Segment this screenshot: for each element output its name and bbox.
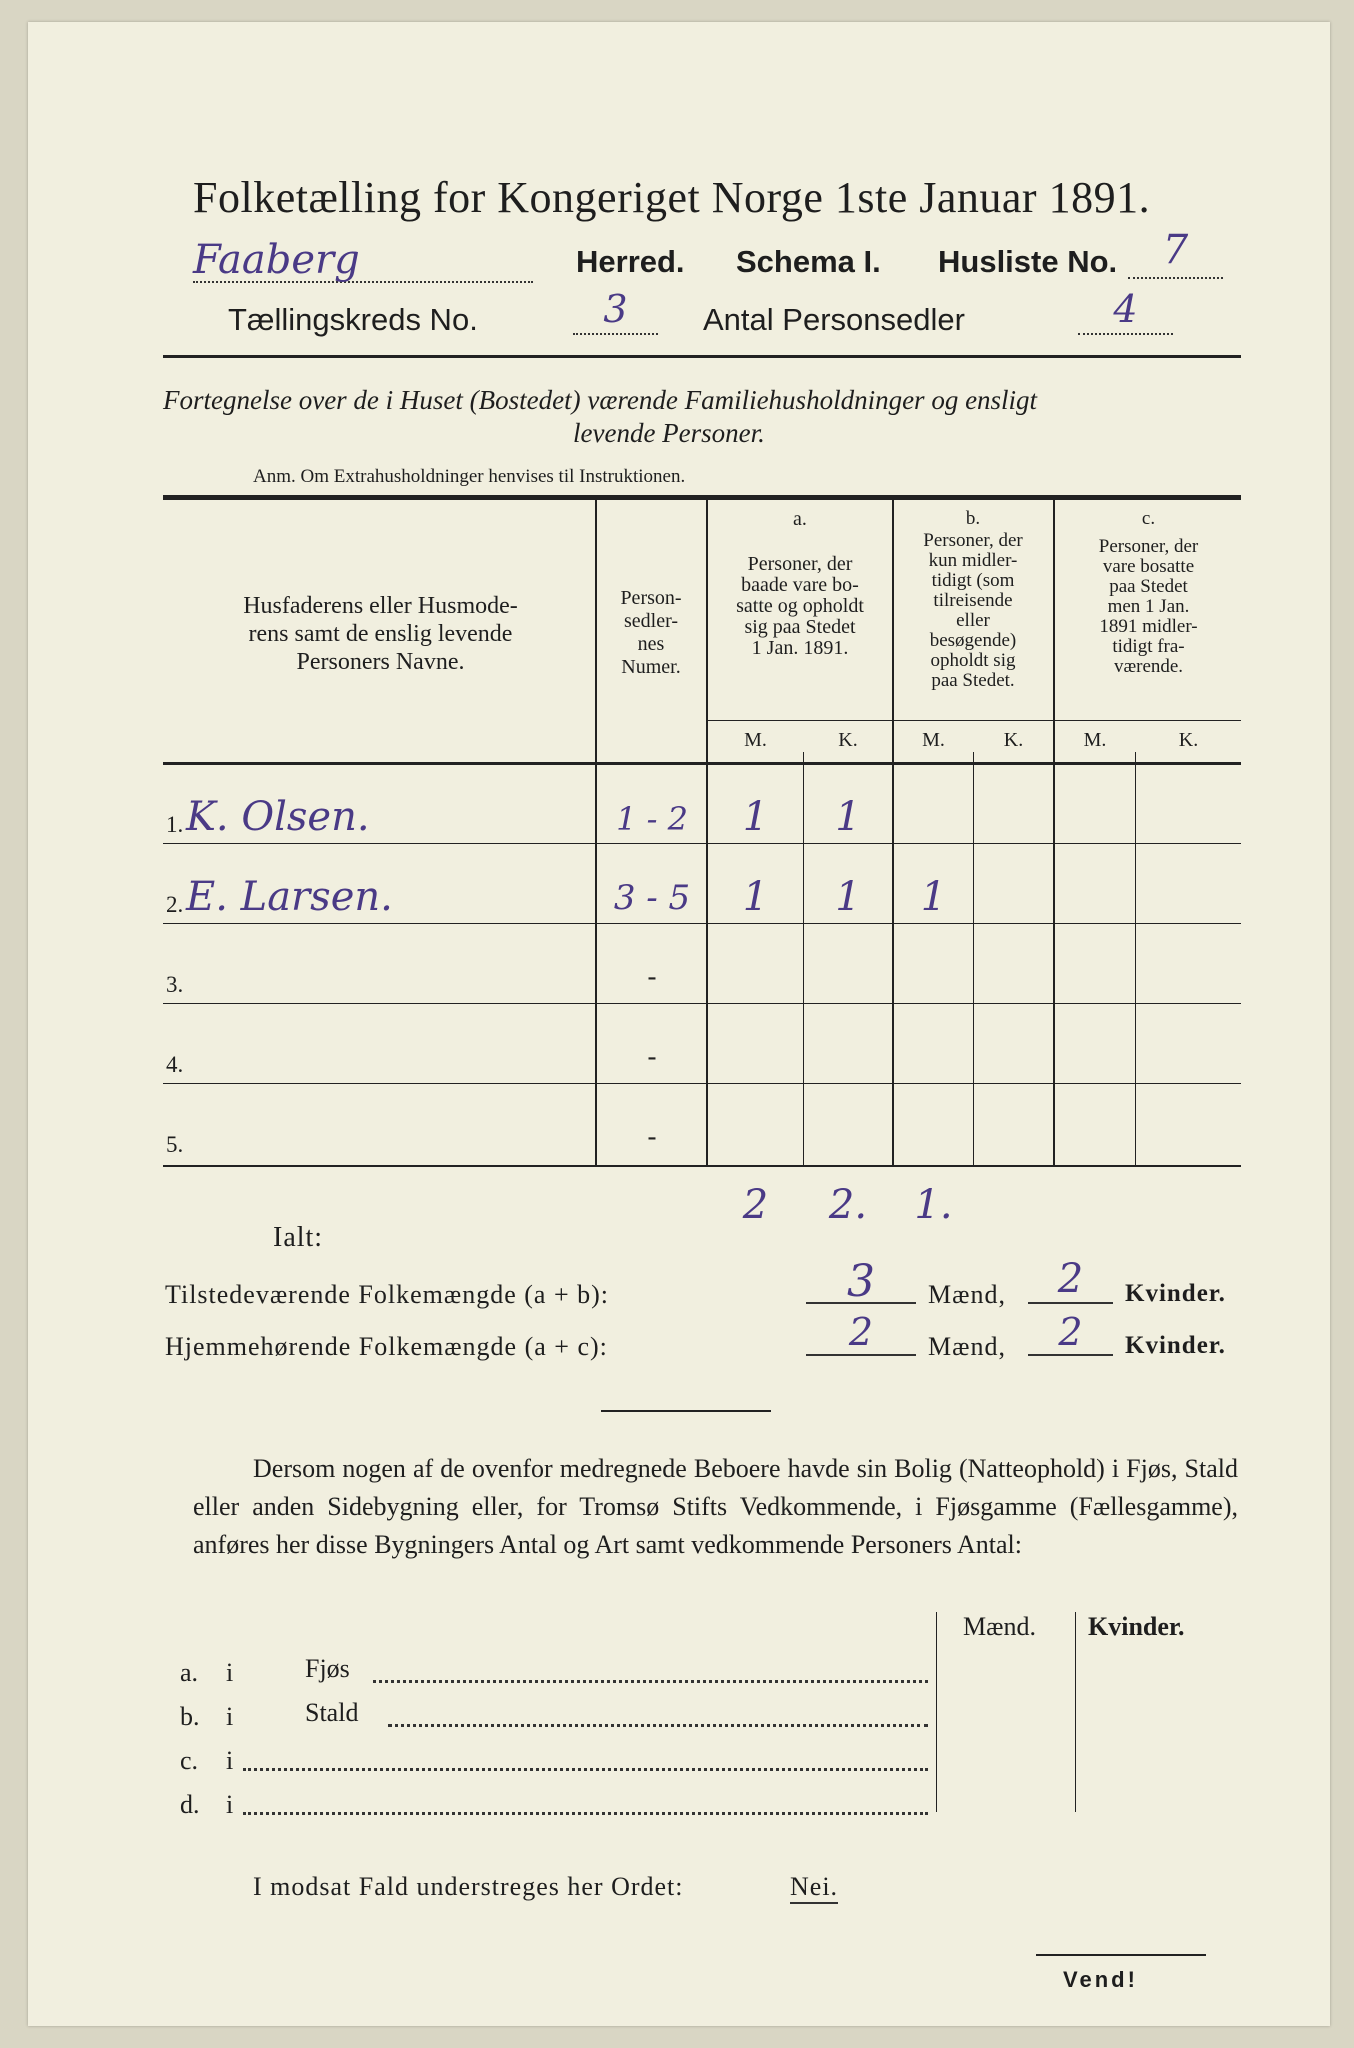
instruction-paragraph: Dersom nogen af de ovenfor medregnede Beboere havde sin Bolig (Natteophold) i Fjøs, Stald eller anden Sidebygning eller, for Tromsø Stifts Vedkommende, i Fjøsgamme (Fællesgamme), anføres her disse Bygningers Antal og Art samt vedkommende Personers Antal: <box>193 1454 1238 1559</box>
table-header-rule <box>163 762 1241 765</box>
antal-label: Antal Personsedler <box>703 302 965 337</box>
intro-line-1: Fortegnelse over de i Huset (Bostedet) værende Familiehusholdninger og ensligt <box>163 385 1038 415</box>
antal-value: 4 <box>1078 287 1173 335</box>
mk-b-k: K. <box>1003 729 1024 751</box>
husliste-label: Husliste No. <box>938 244 1118 279</box>
summary-line-2-kvinder: Kvinder. <box>1125 1332 1226 1359</box>
list-letter: a. <box>180 1658 199 1687</box>
footer-text: I modsat Fald understreges her Ordet: <box>253 1872 684 1901</box>
list-label: Fjøs <box>305 1654 350 1683</box>
herred-field <box>193 237 533 283</box>
row-line-4 <box>163 1083 1241 1084</box>
vend-rule <box>1036 1954 1206 1956</box>
list-letter: d. <box>180 1790 200 1819</box>
summary-line-2-maend-value: 2 <box>848 1310 874 1354</box>
totals-label: Ialt: <box>273 1222 324 1253</box>
total-a-m: 2 <box>742 1182 769 1228</box>
summary-line-2-label: Hjemmehørende Folkemængde (a + c): <box>165 1332 608 1361</box>
list-leader <box>373 1680 928 1683</box>
list-kvinder-header: Kvinder. <box>1088 1612 1185 1641</box>
list-maend-header: Mænd. <box>963 1612 1036 1641</box>
vline-names <box>595 500 597 1165</box>
mk-c-m: M. <box>1083 729 1107 751</box>
intro-line-2: levende Personer. <box>573 418 765 448</box>
list-col-line-2 <box>1075 1612 1076 1812</box>
list-leader <box>388 1724 928 1727</box>
summary-line-1-kvinder: Kvinder. <box>1125 1280 1226 1307</box>
person-num: - <box>647 960 657 993</box>
kreds-value: 3 <box>573 287 658 335</box>
list-col-line-1 <box>936 1612 937 1812</box>
list-leader <box>243 1812 928 1815</box>
summary-line-2-maend: Mænd, <box>928 1332 1006 1361</box>
cell-a-k: 1 <box>835 874 861 920</box>
mk-c-k: K. <box>1178 729 1199 751</box>
summary-line-1-kvinder-value: 2 <box>1057 1256 1084 1302</box>
list-i: i <box>226 1790 234 1819</box>
table-bottom-rule <box>163 1165 1241 1167</box>
row-number: 3. <box>166 972 184 997</box>
person-num: - <box>647 1120 657 1153</box>
section-divider <box>601 1410 771 1412</box>
list-i: i <box>226 1702 234 1731</box>
list-i: i <box>226 1746 234 1775</box>
cell-b-m: 1 <box>920 874 947 920</box>
person-num: - <box>647 1040 657 1073</box>
summary-line-2-kvinder-value: 2 <box>1058 1310 1083 1354</box>
mk-a-m: M. <box>744 729 767 751</box>
person-num: 1 - 2 <box>616 800 688 838</box>
row-number: 2. <box>166 892 184 917</box>
vline-c-mk <box>1135 752 1136 1165</box>
total-b-m: 1. <box>914 1182 953 1228</box>
table-top-rule <box>163 495 1241 500</box>
list-leader <box>243 1768 928 1771</box>
list-letter: c. <box>180 1746 199 1775</box>
cell-a-m: 1 <box>742 794 769 840</box>
row-number: 4. <box>166 1052 184 1077</box>
vline-b-mk <box>973 752 974 1165</box>
mk-a-k: K. <box>838 729 858 751</box>
header-numer: Person- sedler- nes Numer. <box>620 587 682 678</box>
form-title: Folketælling for Kongeriget Norge 1ste Januar 1891. <box>193 173 1151 222</box>
row-line-2 <box>163 923 1241 924</box>
header-a: a. Personer, der baade vare bo- satte og opholdt sig paa Stedet 1 Jan. 1891. <box>736 508 864 659</box>
mk-rule <box>708 720 1241 721</box>
vend-label: Vend! <box>1063 1967 1138 1992</box>
vline-b <box>1053 500 1055 1165</box>
cell-a-m: 1 <box>742 874 769 920</box>
summary-line-1-label: Tilstedeværende Folkemængde (a + b): <box>165 1280 609 1309</box>
husliste-value: 7 <box>1128 227 1223 279</box>
kreds-label: Tællingskreds No. <box>228 302 478 337</box>
schema-label: Schema I. <box>736 244 881 279</box>
list-label: Stald <box>305 1698 359 1727</box>
list-letter: b. <box>180 1702 200 1731</box>
list-i: i <box>226 1658 234 1687</box>
census-form-page <box>28 22 1330 2026</box>
cell-a-k: 1 <box>835 794 861 840</box>
summary-line-1-maend-value: 3 <box>847 1256 875 1307</box>
summary-line-1-maend: Mænd, <box>928 1280 1006 1309</box>
footer-word-nei: Nei. <box>790 1872 838 1904</box>
person-name: K. Olsen. <box>186 794 370 840</box>
header-divider <box>163 355 1241 358</box>
row-number: 5. <box>166 1132 184 1157</box>
total-a-k: 2. <box>828 1182 868 1228</box>
mk-b-m: M. <box>922 729 945 751</box>
herred-value: Faaberg <box>193 237 533 283</box>
row-line-1 <box>163 843 1241 844</box>
header-c: c. Personer, der vare bosatte paa Stedet men 1 Jan. 1891 midler- tidigt fra- værende. <box>1098 508 1199 677</box>
person-name: E. Larsen. <box>186 874 393 920</box>
row-line-3 <box>163 1003 1241 1004</box>
header-names: Husfaderens eller Husmode- rens samt de enslig levende Personers Navne. <box>243 593 518 675</box>
person-num: 3 - 5 <box>613 878 691 918</box>
anm-note: Anm. Om Extrahusholdninger henvises til Instruktionen. <box>253 466 686 487</box>
row-number: 1. <box>166 812 184 837</box>
header-b: b. Personer, der kun midler- tidigt (som tilreisende eller besøgende) opholdt sig paa Stedet. <box>923 508 1023 691</box>
herred-label: Herred. <box>576 244 685 279</box>
